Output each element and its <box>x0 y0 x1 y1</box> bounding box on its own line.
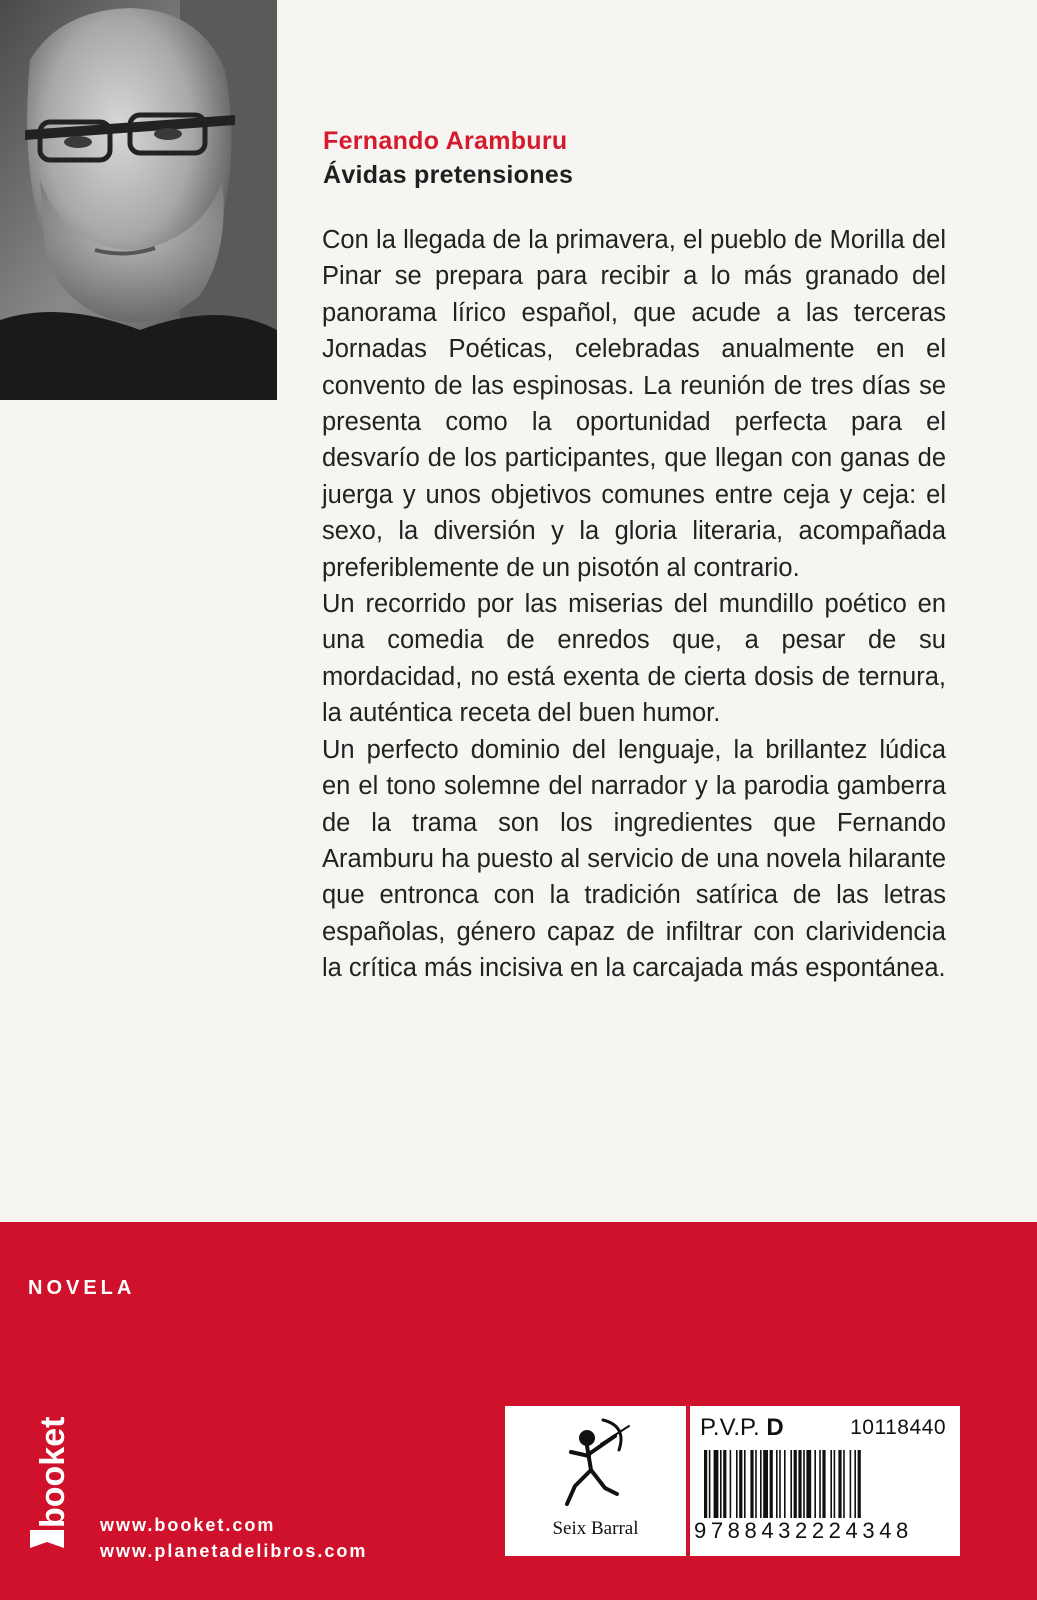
product-code: 10118440 <box>850 1416 946 1439</box>
publisher-box <box>505 1406 686 1556</box>
barcode-bar <box>784 1450 786 1518</box>
genre-label: NOVELA <box>28 1277 136 1299</box>
barcode-bar <box>838 1450 841 1518</box>
synopsis-paragraph-1: Con la llegada de la primavera, el pueblo de Morilla del Pinar se prepara para recibir a lo más granado del panorama lírico español, que acude a las terceras Jornadas Poéticas, celebradas anualmente en el convento de las espinosas. La reunión de tres días se presenta como la oportunidad perfecta para el desvarío de los participantes, que llegan con ganas de juerga y unos objetivos comunes entre ceja y ceja: el sexo, la diversión y la gloria literaria, acompañada preferiblemente de un pisotón al contrario. <box>322 226 946 582</box>
barcode-bar <box>739 1450 742 1518</box>
barcode-bar <box>858 1450 861 1518</box>
url-booket[interactable]: www.booket.com <box>100 1515 276 1535</box>
barcode-bar <box>806 1450 811 1518</box>
isbn-number: 9788432224348 <box>694 1518 913 1543</box>
barcode-bar <box>854 1450 856 1518</box>
barcode-bar <box>744 1450 746 1518</box>
title-block <box>323 124 573 192</box>
barcode-bar <box>730 1450 732 1518</box>
barcode-bar <box>723 1450 726 1518</box>
seix-barral-archer-icon <box>505 1406 686 1516</box>
barcode-bar <box>850 1450 852 1518</box>
barcode-bar <box>779 1450 781 1518</box>
barcode-bar <box>736 1450 738 1518</box>
book-title: Ávidas pretensiones <box>323 161 574 189</box>
synopsis-paragraph-2: Un recorrido por las miserias del mundillo poético en una comedia de enredos que, a pesar de su mordacidad, no está exenta de cierta dosis de ternura, la auténtica receta del buen humor. <box>322 590 946 728</box>
barcode-bar <box>798 1450 801 1518</box>
barcode-bar <box>814 1450 816 1518</box>
price-label <box>700 1414 784 1442</box>
publisher-name: Seix Barral <box>552 1518 639 1539</box>
barcode-bar <box>770 1450 773 1518</box>
synopsis <box>322 222 946 987</box>
url-planetadelibros[interactable]: www.planetadelibros.com <box>100 1541 368 1561</box>
barcode-bar <box>834 1450 836 1518</box>
synopsis-paragraph-3: Un perfecto dominio del lenguaje, la brillantez lúdica en el tono solemne del narrador y la parodia gamberra de la trama son los ingredientes que Fernando Aramburu ha puesto al servicio de una novela hilarante que entronca con la tradición satírica de las letras españolas, género capaz de infiltrar con clarividencia la crítica más incisiva en la carcajada más espontánea. <box>322 735 946 983</box>
barcode-bar <box>755 1450 757 1518</box>
price-label-text: P.V.P. <box>700 1414 760 1441</box>
barcode-bar <box>750 1450 753 1518</box>
barcode-bar <box>704 1450 707 1518</box>
barcode-bar <box>822 1450 825 1518</box>
barcode-bar <box>819 1450 821 1518</box>
barcode-bar <box>760 1450 762 1518</box>
website-links <box>100 1512 367 1564</box>
price-code: D <box>766 1414 784 1441</box>
booket-logo-text: booket <box>34 1416 72 1528</box>
barcode-bar <box>720 1450 722 1518</box>
barcode-bar <box>709 1450 711 1518</box>
barcode-bar <box>830 1450 832 1518</box>
barcode-bar <box>803 1450 805 1518</box>
booket-logo <box>24 1410 84 1550</box>
author-portrait-image <box>0 0 277 400</box>
author-name: Fernando Aramburu <box>323 127 568 155</box>
barcode-bar <box>790 1450 792 1518</box>
barcode-box <box>690 1406 960 1556</box>
barcode-bar <box>763 1450 768 1518</box>
barcode-bar <box>794 1450 797 1518</box>
barcode-bar <box>776 1450 778 1518</box>
author-photo <box>0 0 277 400</box>
barcode-bar <box>714 1450 719 1518</box>
barcode-icon <box>704 1450 946 1518</box>
barcode-bar <box>843 1450 845 1518</box>
